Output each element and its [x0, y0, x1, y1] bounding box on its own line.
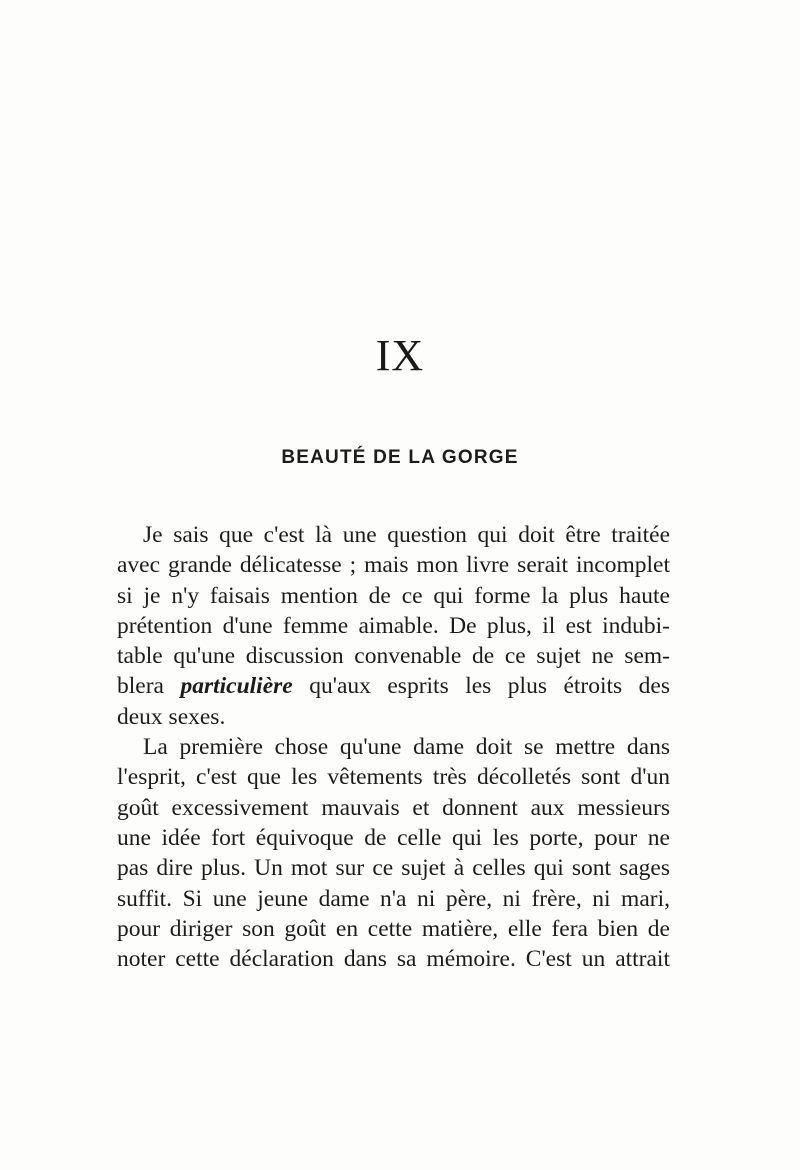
text-line: si je n'y faisais mention de ce qui forme la plus haute [117, 582, 670, 609]
chapter-title: BEAUTÉ DE LA GORGE [281, 447, 519, 468]
body-text [117, 520, 670, 974]
text-line: l'esprit, c'est que les vêtements très décolletés sont d'un [117, 764, 670, 791]
text-line-with-emphasis [117, 671, 670, 701]
text-line: table qu'une discussion convenable de ce sujet ne sem- [117, 643, 670, 670]
text-fragment: qu'aux esprits les plus étroits des [292, 673, 670, 700]
text-line: pas dire plus. Un mot sur ce sujet à celles qui sont sages [117, 855, 670, 882]
text-line: suffit. Si une jeune dame n'a ni père, ni frère, ni mari, [117, 885, 670, 912]
chapter-number: IX [375, 331, 425, 380]
text-line: La première chose qu'une dame doit se mettre dans [143, 734, 670, 761]
text-line: deux sexes. [117, 703, 226, 730]
text-line: pour diriger son goût en cette matière, elle fera bien de [117, 915, 670, 942]
text-line: noter cette déclaration dans sa mémoire. C'est un attrait [117, 946, 670, 973]
text-line: prétention d'une femme aimable. De plus, il est indubi- [117, 612, 670, 639]
emphasized-word: particulière [180, 673, 293, 700]
text-line: avec grande délicatesse ; mais mon livre serait incomplet [117, 552, 670, 579]
text-line: Je sais que c'est là une question qui doit être traitée [143, 522, 670, 548]
text-line: goût excessivement mauvais et donnent aux messieurs [117, 794, 670, 821]
text-line: une idée fort équivoque de celle qui les porte, pour ne [117, 824, 670, 851]
text-fragment: blera [117, 673, 181, 700]
